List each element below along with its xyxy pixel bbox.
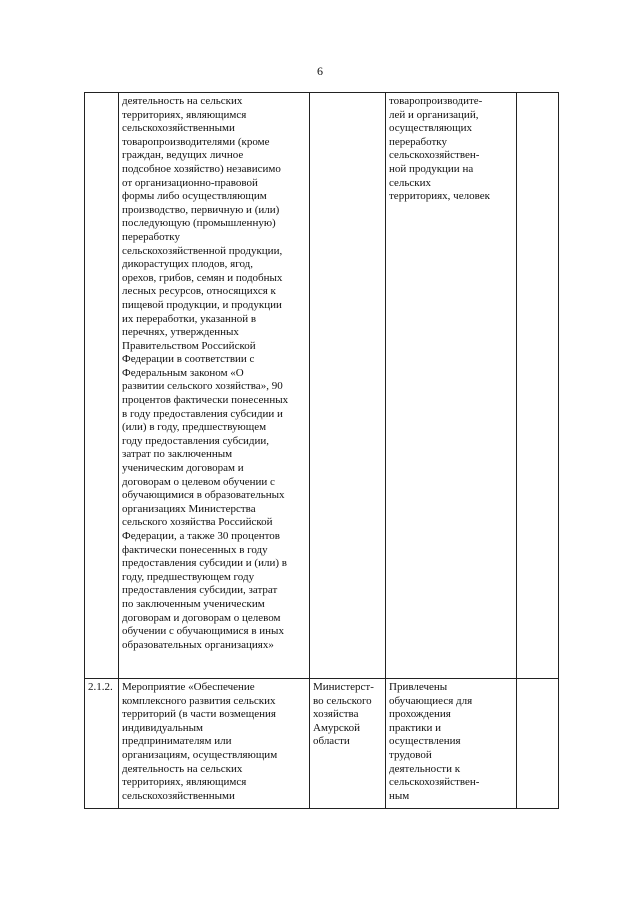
value-cell xyxy=(517,93,559,679)
document-table xyxy=(84,92,559,809)
indicator-cell: Привлечены обучающиеся для прохождения практики и осуществления трудовой деятельности к сельскохозяйствен- ным xyxy=(386,679,517,809)
organization-cell xyxy=(310,93,386,679)
page-number: 6 xyxy=(317,64,323,78)
organization-cell: Министерст- во сельского хозяйства Амурской области xyxy=(310,679,386,809)
description-cell: Мероприятие «Обеспечение комплексного развития сельских территорий (в части возмещения индивидуальным предпринимателям или организациям, осуществляющим деятельность на сельских территориях, являющимся сельскохозяйственными xyxy=(119,679,310,809)
indicator-cell: товаропроизводите- лей и организаций, осуществляющих переработку сельскохозяйствен- ной продукции на сельских территориях, человек xyxy=(386,93,517,679)
table-row xyxy=(85,93,559,679)
description-cell: деятельность на сельских территориях, являющимся сельскохозяйственными товаропроизводителями (кроме граждан, ведущих личное подсобное хозяйство) независимо от организационно-правовой формы либо осуществляющим производство, первичную и (или) последующую (промышленную) переработку сельскохозяйственной продукции, дикорастущих плодов, ягод, орехов, грибов, семян и подобных лесных ресурсов, относящихся к пищевой продукции, и продукции их переработки, указанной в перечнях, утвержденных Правительством Российской Федерации в соответствии с Федеральным законом «О развитии сельского хозяйства», 90 процентов фактически понесенных в году предоставления субсидии и (или) в году, предшествующем году предоставления субсидии, затрат по заключенным ученическим договорам и договорам о целевом обучении с обучающимися в образовательных организациях Министерства сельского хозяйства Российской Федерации, а также 30 процентов фактически понесенных в году предоставления субсидии и (или) в году, предшествующем году предоставления субсидии, затрат по заключенным ученическим договорам и договорам о целевом обучении с обучающимися в иных образовательных организациях» xyxy=(119,93,310,679)
value-cell xyxy=(517,679,559,809)
table-row xyxy=(85,679,559,809)
row-number-cell: 2.1.2. xyxy=(85,679,119,809)
row-number-cell xyxy=(85,93,119,679)
